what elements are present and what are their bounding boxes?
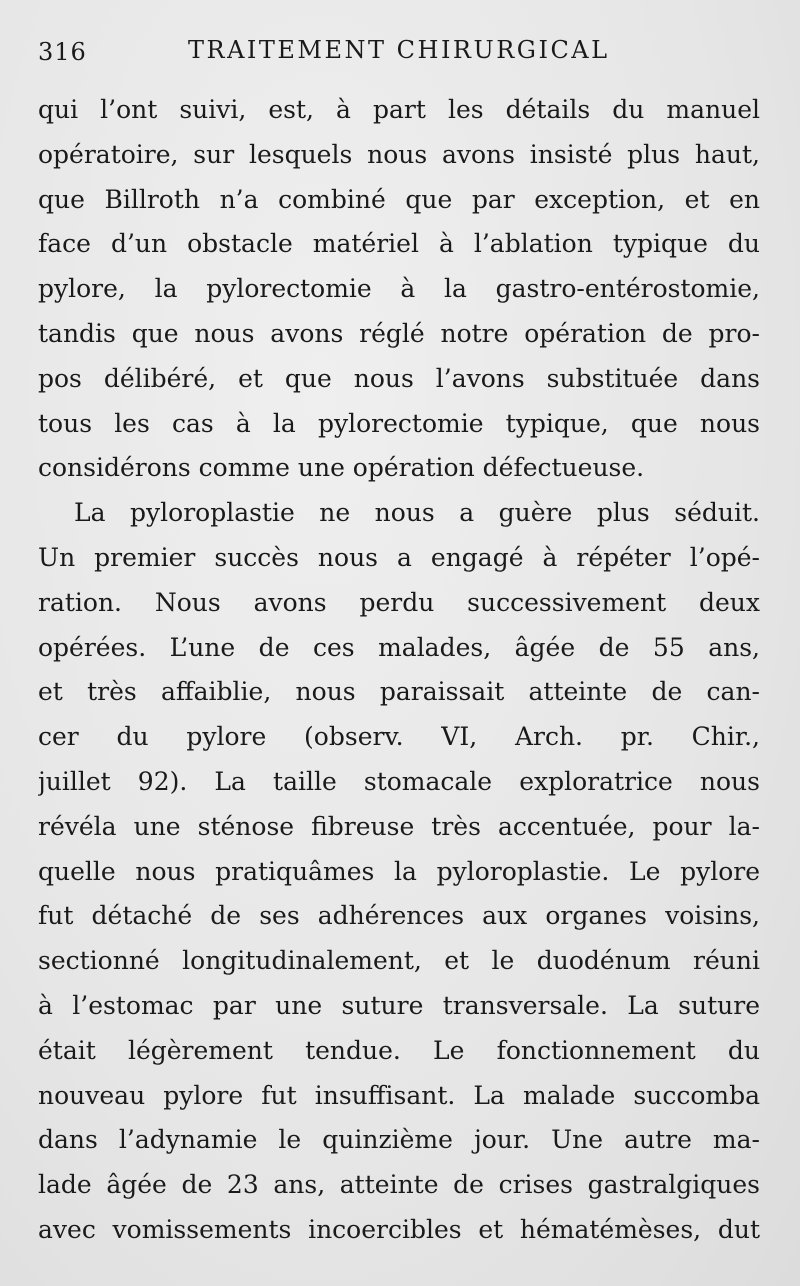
text-line: Un premier succès nous a engagé à répéter l’opé- (38, 542, 760, 572)
text-line: à l’estomac par une suture transversale. La suture (38, 990, 760, 1020)
text-line: nouveau pylore fut insuffisant. La malade succomba (38, 1080, 760, 1110)
running-head (38, 34, 758, 74)
text-line: était légèrement tendue. Le fonctionnement du (38, 1035, 760, 1065)
text-line: tandis que nous avons réglé notre opération de pro- (38, 318, 760, 348)
text-line: qui l’ont suivi, est, à part les détails du manuel (38, 95, 760, 124)
text-line: ration. Nous avons perdu successivement deux (38, 587, 760, 617)
text-line: révéla une sténose fibreuse très accentuée, pour la- (38, 811, 760, 841)
text-line: cer du pylore (observ. VI, Arch. pr. Chir., (38, 722, 760, 752)
text-line: pylore, la pylorectomie à la gastro-entérostomie, (38, 274, 760, 304)
text-line: et très affaiblie, nous paraissait atteinte de can- (38, 677, 760, 707)
running-head-title: TRAITEMENT CHIRURGICAL (188, 36, 610, 64)
text-line: quelle nous pratiquâmes la pyloroplastie. Le pylore (38, 856, 760, 886)
text-line: face d’un obstacle matériel à l’ablation typique du (38, 229, 760, 259)
text-line: juillet 92). La taille stomacale exploratrice nous (38, 766, 760, 796)
paragraph-start-line: La pyloroplastie ne nous a guère plus séduit. (74, 498, 760, 528)
text-line: dans l’adynamie le quinzième jour. Une autre ma- (38, 1125, 760, 1155)
text-line: que Billroth n’a combiné que par exception, et en (38, 184, 760, 214)
text-line: pos délibéré, et que nous l’avons substituée dans (38, 363, 760, 393)
text-line: sectionné longitudinalement, et le duodénum réuni (38, 946, 760, 976)
page-number: 316 (38, 38, 87, 66)
text-line: opérées. L’une de ces malades, âgée de 55 ans, (38, 632, 760, 662)
text-line: tous les cas à la pylorectomie typique, que nous (38, 408, 760, 438)
text-line: fut détaché de ses adhérences aux organes voisins, (38, 901, 760, 931)
body-text (38, 88, 760, 1253)
text-line: opératoire, sur lesquels nous avons insisté plus haut, (38, 139, 760, 169)
text-line: considérons comme une opération défectueuse. (38, 453, 645, 483)
text-line: avec vomissements incoercibles et hématémèses, dut (38, 1214, 760, 1244)
text-line: lade âgée de 23 ans, atteinte de crises gastralgiques (38, 1170, 760, 1200)
